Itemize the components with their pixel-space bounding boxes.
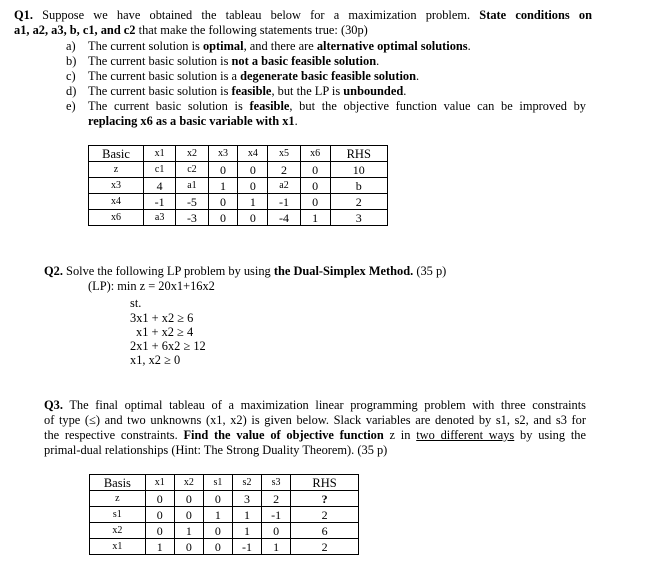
table-cell: -1 [262, 507, 291, 523]
table-cell: 0 [208, 210, 238, 226]
table-cell: 0 [174, 539, 203, 555]
q2-intro: Q2. Solve the following LP problem by using the Dual-Simplex Method. (35 p) [44, 264, 447, 278]
table-cell: c1 [144, 162, 176, 178]
q2-constraint: 3x1 + x2 ≥ 6 [130, 311, 194, 325]
header-cell: Basis [90, 475, 146, 491]
table-cell: 0 [174, 491, 203, 507]
table-row [90, 507, 359, 523]
q1-intro-line1: Q1. Suppose we have obtained the tableau below for a maximization problem. State conditions on [14, 8, 592, 22]
header-cell: s3 [262, 475, 291, 491]
table-cell: 2 [291, 539, 359, 555]
q3-line3: the respective constraints. Find the value of objective function z in two different ways by using the [44, 428, 586, 442]
header-cell: x2 [174, 475, 203, 491]
q1-number: Q1. [14, 8, 33, 22]
table-cell: 0 [208, 194, 238, 210]
q2-number: Q2. [44, 264, 63, 278]
header-cell: x1 [144, 146, 176, 162]
table-cell: a1 [176, 178, 208, 194]
table-cell: z [89, 162, 144, 178]
table-cell: 0 [300, 162, 330, 178]
header-cell: x4 [238, 146, 268, 162]
table-cell: 1 [145, 539, 174, 555]
q2-nonnegativity: x1, x2 ≥ 0 [130, 353, 181, 367]
table-cell: 0 [145, 523, 174, 539]
table-cell: 1 [232, 507, 261, 523]
tableau-header-row [89, 146, 388, 162]
q1-item-d: d) The current basic solution is feasible, but the LP is unbounded. [66, 84, 407, 98]
q2-constraint: x1 + x2 ≥ 4 [136, 325, 194, 339]
q3-line2: of type (≤) and two unknowns (x1, x2) is given below. Slack variables are denoted by s1, s2, and s3 for [44, 413, 586, 427]
q2-constraint: 2x1 + 6x2 ≥ 12 [130, 339, 206, 353]
table-cell: 1 [174, 523, 203, 539]
table-cell: c2 [176, 162, 208, 178]
table-cell: -3 [176, 210, 208, 226]
table-cell: x6 [89, 210, 144, 226]
table-cell: 0 [174, 507, 203, 523]
table-row [89, 210, 388, 226]
table-cell: 6 [291, 523, 359, 539]
table-cell: -4 [268, 210, 300, 226]
table-cell: s1 [90, 507, 146, 523]
table-cell: b [330, 178, 387, 194]
q1-item-a: a) The current solution is optimal, and there are alternative optimal solutions. [66, 39, 471, 53]
table-row [90, 491, 359, 507]
table-row [89, 178, 388, 194]
table-row [90, 523, 359, 539]
table-cell: x3 [89, 178, 144, 194]
table-cell: x2 [90, 523, 146, 539]
q3-number: Q3. [44, 398, 63, 412]
header-cell: Basic [89, 146, 144, 162]
table-cell: 10 [330, 162, 387, 178]
table-cell: z [90, 491, 146, 507]
table-cell: 2 [330, 194, 387, 210]
q2-objective: (LP): min z = 20x1+16x2 [88, 279, 215, 293]
q3-line1: Q3. The final optimal tableau of a maximization linear programming problem with three constraints [44, 398, 586, 412]
table-cell: 1 [208, 178, 238, 194]
table-cell: 2 [291, 507, 359, 523]
q1-item-e: e) The current basic solution is feasible, but the objective function value can be improved by [66, 99, 586, 113]
header-cell: x3 [208, 146, 238, 162]
table-cell: 3 [330, 210, 387, 226]
table-cell: 1 [232, 523, 261, 539]
table-cell: 1 [238, 194, 268, 210]
header-cell: s1 [203, 475, 232, 491]
q3-tableau [89, 474, 359, 555]
table-cell: a2 [268, 178, 300, 194]
table-cell: -1 [232, 539, 261, 555]
q3-line4: primal-dual relationships (Hint: The Strong Duality Theorem). (35 p) [44, 443, 388, 457]
table-cell: x4 [89, 194, 144, 210]
table-cell: 1 [300, 210, 330, 226]
table-cell: 0 [300, 178, 330, 194]
q2-st: st. [130, 296, 142, 310]
table-cell: 1 [262, 539, 291, 555]
table-cell: -1 [268, 194, 300, 210]
table-cell: 4 [144, 178, 176, 194]
header-cell: s2 [232, 475, 261, 491]
table-cell: 0 [300, 194, 330, 210]
q1-intro-line2: a1, a2, a3, b, c1, and c2 that make the following statements true: (30p) [14, 23, 368, 37]
header-cell: x5 [268, 146, 300, 162]
table-cell: ? [291, 491, 359, 507]
table-cell: 1 [203, 507, 232, 523]
table-cell: 0 [262, 523, 291, 539]
header-cell: x2 [176, 146, 208, 162]
q1-item-b: b) The current basic solution is not a basic feasible solution. [66, 54, 380, 68]
table-cell: 0 [145, 491, 174, 507]
q1-item-e-line2: replacing x6 as a basic variable with x1. [88, 114, 298, 128]
table-cell: x1 [90, 539, 146, 555]
header-cell: x1 [145, 475, 174, 491]
table-row [89, 162, 388, 178]
table-cell: 0 [203, 539, 232, 555]
q1-tableau [88, 145, 388, 226]
table-row [89, 194, 388, 210]
table-cell: 0 [145, 507, 174, 523]
table-cell: 0 [203, 523, 232, 539]
header-cell: x6 [300, 146, 330, 162]
table-cell: 0 [238, 210, 268, 226]
table-cell: a3 [144, 210, 176, 226]
table-cell: -5 [176, 194, 208, 210]
tableau-header-row [90, 475, 359, 491]
table-cell: 2 [268, 162, 300, 178]
table-cell: 0 [238, 178, 268, 194]
table-cell: 0 [208, 162, 238, 178]
header-cell: RHS [330, 146, 387, 162]
q1-item-c: c) The current basic solution is a degenerate basic feasible solution. [66, 69, 420, 83]
table-cell: 0 [203, 491, 232, 507]
table-cell: -1 [144, 194, 176, 210]
table-cell: 2 [262, 491, 291, 507]
header-cell: RHS [291, 475, 359, 491]
table-cell: 3 [232, 491, 261, 507]
table-cell: 0 [238, 162, 268, 178]
table-row [90, 539, 359, 555]
